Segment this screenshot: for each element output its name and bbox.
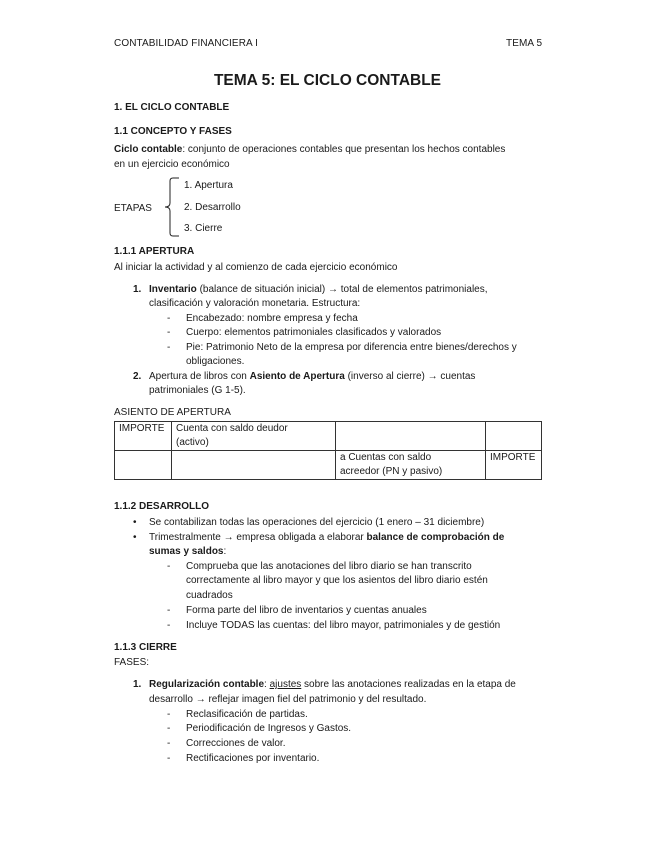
bullet-dot: •: [133, 517, 137, 528]
cell-text: acreedor (PN y pasivo): [340, 466, 443, 477]
section-heading-1-1-2: 1.1.2 DESARROLLO: [114, 501, 210, 512]
regularizacion-term: Regularización contable: [149, 679, 265, 690]
sub-item-continued: obligaciones.: [186, 356, 245, 367]
list-number: 1.: [133, 679, 142, 690]
dash-bullet: -: [167, 313, 171, 324]
table-row: [115, 422, 542, 451]
dash-bullet: -: [167, 709, 171, 720]
etapa-item: 2. Desarrollo: [184, 202, 241, 213]
table-cell: [486, 451, 542, 480]
definition-line-1: [114, 142, 505, 157]
bullet-item-continued: [149, 544, 226, 559]
table-row: [115, 451, 542, 480]
sub-item: Comprueba que las anotaciones del libro diario se han transcrito: [186, 561, 472, 572]
dash-bullet: -: [167, 738, 171, 749]
dash-bullet: -: [167, 327, 171, 338]
dash-bullet: -: [167, 605, 171, 616]
apertura-libros-text: Apertura de libros con: [149, 371, 250, 382]
table-cell: [172, 451, 336, 480]
inventario-text: (balance de situación inicial) → total de elementos patrimoniales,: [196, 284, 488, 295]
cell-text: a Cuentas con saldo: [340, 452, 432, 463]
section-heading-1-1-3: 1.1.3 CIERRE: [114, 642, 177, 653]
balance-term-continued: sumas y saldos: [149, 546, 224, 557]
sub-item: Encabezado: nombre empresa y fecha: [186, 313, 358, 324]
cell-text: IMPORTE: [490, 452, 536, 463]
ajustes-underlined: ajustes: [269, 679, 302, 690]
sub-item-continued: correctamente al libro mayor y que los asientos del libro diario estén: [186, 575, 488, 586]
cell-text: Cuenta con saldo deudor: [176, 423, 288, 434]
table-cell: [336, 451, 486, 480]
table-cell: [115, 422, 172, 451]
etapas-label: ETAPAS: [114, 203, 152, 214]
inventario-term: Inventario: [149, 284, 197, 295]
table-cell: [486, 422, 542, 451]
inventario-line-1: [149, 282, 488, 297]
sub-item: Rectificaciones por inventario.: [186, 753, 320, 764]
bullet-item: Se contabilizan todas las operaciones del ejercicio (1 enero – 31 diciembre): [149, 517, 485, 528]
asiento-apertura-term: Asiento de Apertura: [249, 371, 345, 382]
sub-item: Reclasificación de partidas.: [186, 709, 308, 720]
running-header-left: CONTABILIDAD FINANCIERA I: [114, 38, 259, 49]
cell-text: IMPORTE: [119, 423, 165, 434]
page-title: TEMA 5: EL CICLO CONTABLE: [213, 72, 442, 89]
dash-bullet: -: [167, 561, 171, 572]
section-heading-1: 1. EL CICLO CONTABLE: [114, 102, 230, 113]
section-heading-1-1: 1.1 CONCEPTO Y FASES: [114, 126, 232, 137]
definition-line-2: en un ejercicio económico: [114, 159, 230, 170]
dash-bullet: -: [167, 342, 171, 353]
sub-item: Cuerpo: elementos patrimoniales clasificados y valorados: [186, 327, 442, 338]
etapa-item: 3. Cierre: [184, 223, 223, 234]
definition-text: : conjunto de operaciones contables que presentan los hechos contables: [182, 144, 506, 155]
regularizacion-line-2: desarrollo → reflejar imagen fiel del patrimonio y del resultado.: [149, 694, 427, 705]
fases-label: FASES:: [114, 657, 150, 668]
table-cell: [336, 422, 486, 451]
apertura-libros-line-1: [149, 369, 475, 384]
sub-item: Forma parte del libro de inventarios y cuentas anuales: [186, 605, 427, 616]
etapas-brace: [161, 176, 181, 238]
asiento-apertura-table: [114, 421, 542, 480]
apertura-libros-text-end: (inverso al cierre) → cuentas: [344, 371, 476, 382]
cell-text: (activo): [176, 437, 209, 448]
bullet-text: :: [223, 546, 227, 557]
table-caption: ASIENTO DE APERTURA: [114, 407, 231, 418]
balance-term: balance de comprobación de: [366, 532, 505, 543]
bullet-text: Trimestralmente → empresa obligada a elaborar: [149, 532, 367, 543]
inventario-line-2: clasificación y valoración monetaria. Estructura:: [149, 298, 361, 309]
sub-item: Incluye TODAS las cuentas: del libro mayor, patrimoniales y de gestión: [186, 620, 501, 631]
sub-item: Correcciones de valor.: [186, 738, 286, 749]
dash-bullet: -: [167, 620, 171, 631]
list-number: 1.: [133, 284, 142, 295]
dash-bullet: -: [167, 753, 171, 764]
regularizacion-line-1: [149, 677, 516, 692]
running-header-right: TEMA 5: [506, 38, 543, 49]
section-heading-1-1-1: 1.1.1 APERTURA: [114, 246, 195, 257]
table-cell: [115, 451, 172, 480]
apertura-intro: Al iniciar la actividad y al comienzo de cada ejercicio económico: [114, 262, 398, 273]
regularizacion-colon: :: [264, 679, 270, 690]
sub-item: Periodificación de Ingresos y Gastos.: [186, 723, 352, 734]
table-cell: [172, 422, 336, 451]
regularizacion-text: sobre las anotaciones realizadas en la etapa de: [301, 679, 516, 690]
sub-item: Pie: Patrimonio Neto de la empresa por diferencia entre bienes/derechos y: [186, 342, 517, 353]
sub-item-continued: cuadrados: [186, 590, 233, 601]
bullet-dot: •: [133, 532, 137, 543]
bullet-item: [149, 530, 504, 545]
etapa-item: 1. Apertura: [184, 180, 233, 191]
dash-bullet: -: [167, 723, 171, 734]
apertura-libros-line-2: patrimoniales (G 1-5).: [149, 385, 246, 396]
definition-term: Ciclo contable: [114, 144, 183, 155]
list-number: 2.: [133, 371, 142, 382]
